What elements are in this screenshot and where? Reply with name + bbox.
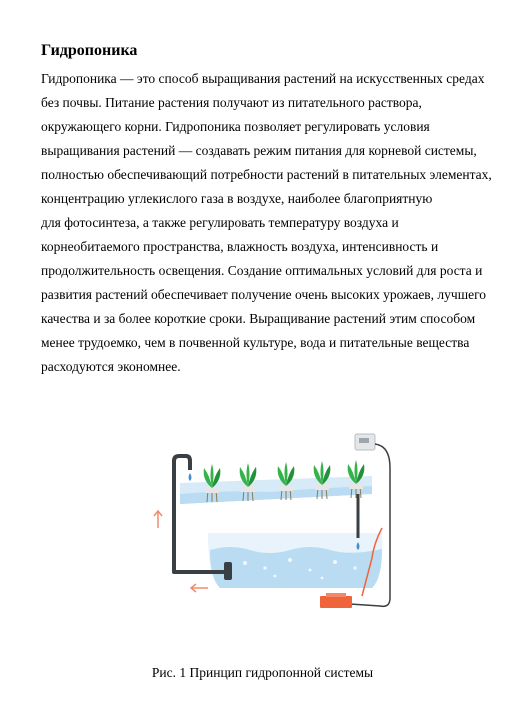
paragraph-line: расходуются экономнее. (41, 359, 181, 374)
paragraph-line: продолжительность освещения. Создание оптимальных условий для роста и (41, 263, 483, 278)
hydroponic-system-figure (150, 428, 400, 613)
pump-intake (224, 562, 232, 580)
paragraph-line: менее трудоемко, чем в почвенной культуре, вода и питательные вещества (41, 335, 470, 350)
figure-caption: Рис. 1 Принцип гидропонной системы (151, 665, 374, 680)
paragraph-line: концентрацию углекислого газа в воздухе, наиболее благоприятную (41, 191, 433, 206)
paragraph-line: полностью обеспечивающий потребности растений в питательных элементах, (41, 167, 492, 182)
paragraph-line: корнеобитаемого пространства, влажность воздуха, интенсивность и (41, 239, 439, 254)
paragraph-line: Гидропоника — это способ выращивания растений на искусственных средах (41, 71, 485, 86)
paragraph-line: выращивания растений — создавать режим питания для корневой системы, (41, 143, 477, 158)
page-title: Гидропоника (41, 42, 138, 59)
hydroponic-illustration (150, 428, 400, 613)
water-droplet-icon (189, 473, 192, 481)
paragraph-line: развития растений обеспечивает получение очень высоких урожаев, лучшего (41, 287, 487, 302)
paragraph-line: качества и за более короткие сроки. Выращивание растений этим способом (41, 311, 476, 326)
controller-display (359, 438, 369, 443)
pump (320, 596, 352, 608)
paragraph-line: без почвы. Питание растения получают из питательного раствора, (41, 95, 422, 110)
arrow-left-icon (191, 584, 208, 592)
paragraph-line: для фотосинтеза, а также регулировать температуру воздуха и (41, 215, 399, 230)
paragraph-line: окружающего корни. Гидропоника позволяет регулировать условия (41, 119, 430, 134)
body-paragraph (41, 67, 511, 379)
arrow-up-icon (154, 511, 162, 528)
pump-top (326, 593, 346, 597)
